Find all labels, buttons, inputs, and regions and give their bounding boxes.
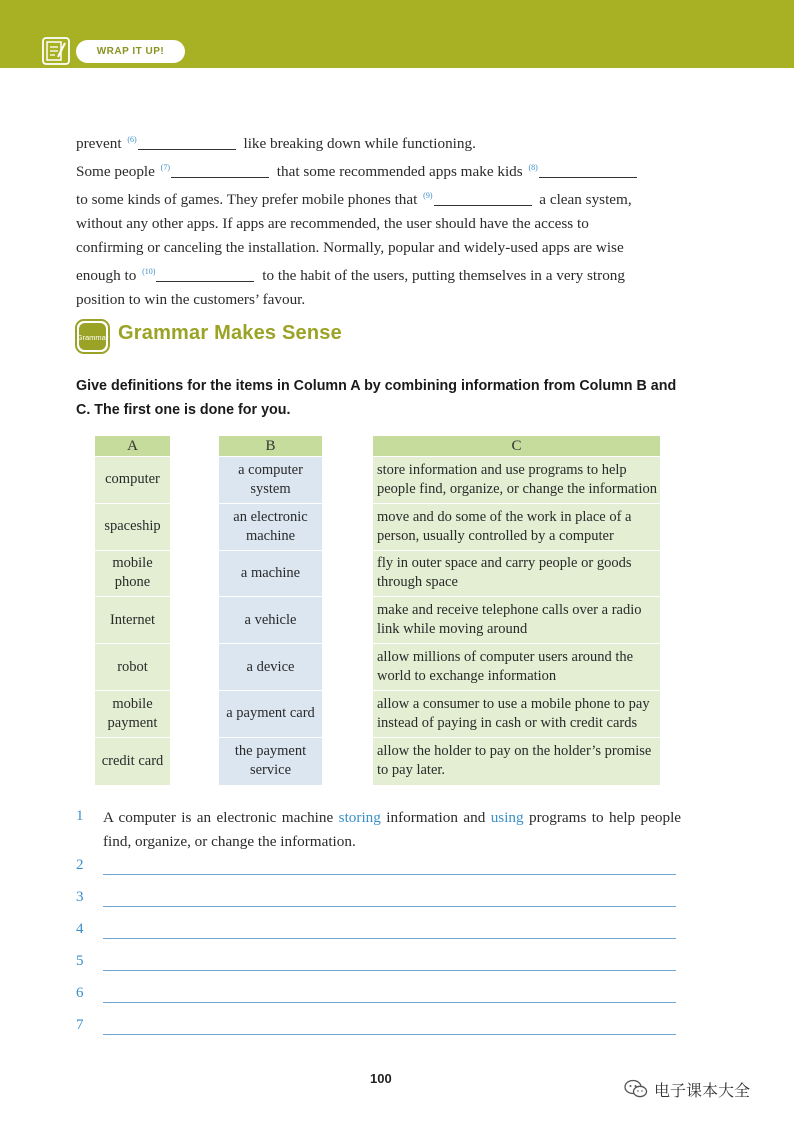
passage-line-5: confirming or canceling the installation. Normally, popular and widely-used apps are wise bbox=[76, 239, 624, 256]
fill-blank[interactable] bbox=[171, 164, 269, 178]
column-b-cell: a machine bbox=[219, 551, 322, 598]
column-b bbox=[219, 436, 322, 785]
answer-line[interactable] bbox=[103, 906, 676, 907]
highlight-word: using bbox=[490, 809, 524, 826]
column-c-cell: allow millions of computer users around the world to exchange information bbox=[373, 644, 660, 691]
blank-number: (10) bbox=[142, 267, 156, 276]
column-b-header: B bbox=[219, 436, 322, 457]
notebook-pen-icon bbox=[42, 37, 70, 65]
answer-number: 1 bbox=[76, 808, 84, 824]
answer-number: 3 bbox=[76, 889, 84, 905]
highlight-word: storing bbox=[338, 809, 381, 826]
instruction: Give definitions for the items in Column A by combining information from Column B and C. The first one is done for you. bbox=[76, 378, 677, 418]
column-b-cell: a vehicle bbox=[219, 597, 322, 644]
passage-line-2: Some people $^{(7)}$ that some recommended apps make kids $^{(8)}$ bbox=[76, 156, 681, 184]
column-a bbox=[95, 436, 170, 785]
passage-line-4: without any other apps. If apps are recommended, the user should have the access to bbox=[76, 215, 589, 232]
blank-number: (9) bbox=[423, 191, 433, 200]
answer-line[interactable] bbox=[103, 1002, 676, 1003]
passage-line-3: to some kinds of games. They prefer mobile phones that $^{(9)}$ a clean system, bbox=[76, 191, 632, 208]
blank-number: (6) bbox=[127, 135, 137, 144]
column-b-cell: a computer system bbox=[219, 457, 322, 504]
column-a-cell: credit card bbox=[95, 738, 170, 785]
answer-number: 2 bbox=[76, 857, 84, 873]
column-c-cell: fly in outer space and carry people or goods through space bbox=[373, 551, 660, 598]
answer-number: 4 bbox=[76, 921, 84, 937]
example-answer: A computer is an electronic machine storing information and using programs to help people find, organize, or change the information. bbox=[103, 809, 682, 850]
blank-number: (8) bbox=[528, 163, 538, 172]
column-c-cell: allow the holder to pay on the holder’s promise to pay later. bbox=[373, 738, 660, 785]
fill-blank[interactable] bbox=[539, 164, 637, 178]
grammar-icon bbox=[75, 319, 110, 354]
answer-number: 6 bbox=[76, 985, 84, 1001]
fill-blank[interactable] bbox=[156, 268, 254, 282]
watermark-text: 电子课本大全 bbox=[654, 1081, 751, 1100]
fill-blank[interactable] bbox=[138, 136, 236, 150]
section-title: Grammar Makes Sense bbox=[118, 322, 342, 344]
fill-blank[interactable] bbox=[434, 192, 532, 206]
column-b-cell: a device bbox=[219, 644, 322, 691]
column-c-header: C bbox=[373, 436, 660, 457]
wechat-icon bbox=[624, 1079, 648, 1099]
passage-line-6: enough to $^{(10)}$ to the habit of the users, putting themselves in a very strong bbox=[76, 267, 625, 284]
page-number: 100 bbox=[370, 1071, 392, 1086]
answer-line[interactable] bbox=[103, 874, 676, 875]
column-c-cell: store information and use programs to help people find, organize, or change the information bbox=[373, 457, 660, 504]
answer-line[interactable] bbox=[103, 938, 676, 939]
column-a-cell: Internet bbox=[95, 597, 170, 644]
column-b-cell: an electronic machine bbox=[219, 504, 322, 551]
svg-text:Grammar: Grammar bbox=[76, 333, 109, 342]
header-bar bbox=[0, 0, 794, 68]
section-tag: WRAP IT UP! bbox=[76, 40, 185, 63]
passage-line-7: position to win the customers’ favour. bbox=[76, 291, 306, 308]
column-a-cell: spaceship bbox=[95, 504, 170, 551]
blank-number: (7) bbox=[160, 163, 170, 172]
column-b-cell: a payment card bbox=[219, 691, 322, 738]
column-a-cell: robot bbox=[95, 644, 170, 691]
answer-line[interactable] bbox=[103, 970, 676, 971]
column-b-cell: the payment service bbox=[219, 738, 322, 785]
column-a-cell: computer bbox=[95, 457, 170, 504]
column-a-cell: mobile payment bbox=[95, 691, 170, 738]
answer-line[interactable] bbox=[103, 1034, 676, 1035]
passage bbox=[76, 128, 681, 312]
column-c-cell: allow a consumer to use a mobile phone to pay instead of paying in cash or with credit cards bbox=[373, 691, 660, 738]
column-a-cell: mobile phone bbox=[95, 551, 170, 598]
column-c-cell: make and receive telephone calls over a radio link while moving around bbox=[373, 597, 660, 644]
column-a-header: A bbox=[95, 436, 170, 457]
answer-number: 7 bbox=[76, 1017, 84, 1033]
answer-number: 5 bbox=[76, 953, 84, 969]
column-c-cell: move and do some of the work in place of a person, usually controlled by a computer bbox=[373, 504, 660, 551]
column-c bbox=[373, 436, 660, 785]
passage-line-1: prevent $^{(6)}$ like breaking down while functioning. bbox=[76, 135, 476, 152]
